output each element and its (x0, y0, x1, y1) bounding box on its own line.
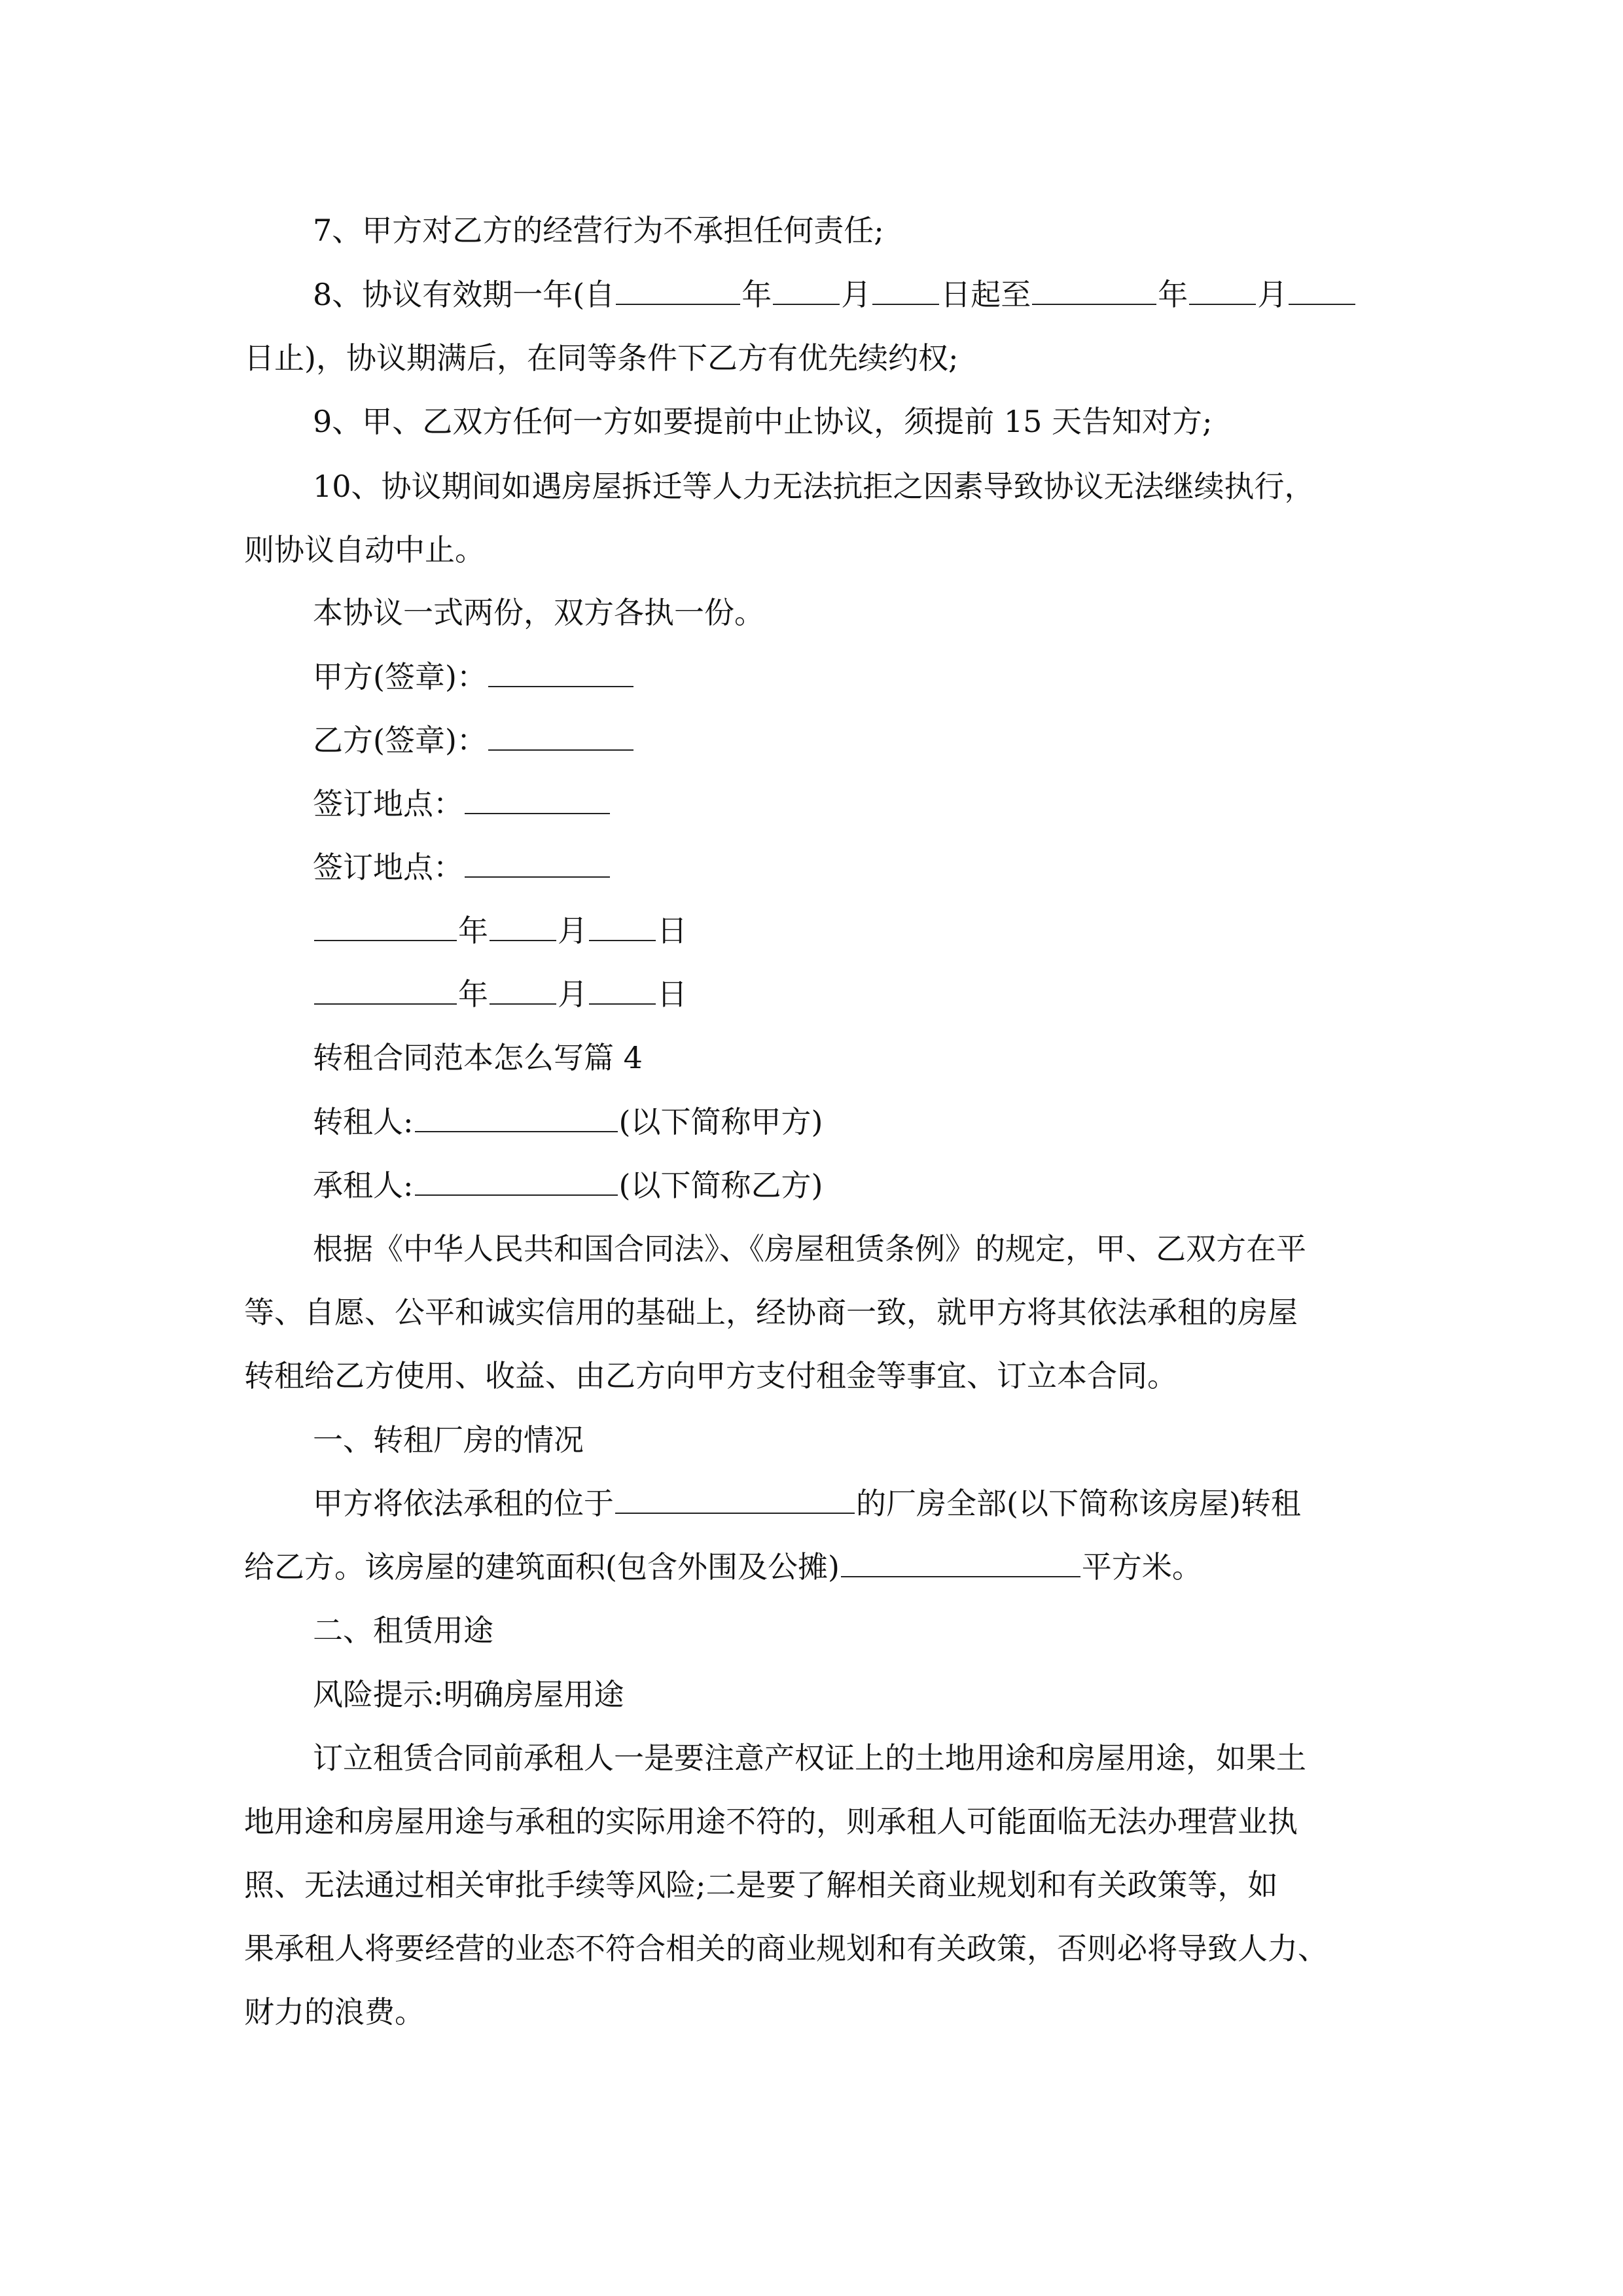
risk-title: 风险提示:明确房屋用途 (313, 1677, 624, 1712)
clause-8-line1 (313, 275, 1357, 314)
clause-8-day1: 日起至 (940, 277, 1031, 312)
date-1-day-label: 日 (657, 913, 687, 948)
premises-location-blank (615, 1486, 855, 1514)
risk-line-5: 财力的浪费。 (244, 1994, 425, 2030)
clause-8-year1: 年 (741, 277, 772, 312)
date-1-day-blank (589, 914, 656, 941)
risk-line-1: 订立租赁合同前承租人一是要注意产权证上的土地用途和房屋用途，如果土 (313, 1740, 1306, 1776)
clause-8-prefix: 8、协议有效期一年(自 (313, 277, 615, 312)
signing-place-2 (313, 848, 611, 887)
clause-10-line1: 10、协议期间如遇房屋拆迁等人力无法抗拒之因素导致协议无法继续执行， (313, 469, 1315, 504)
date-1-month-label: 月 (558, 913, 588, 948)
signing-place-2-blank (465, 850, 610, 878)
clause-8-month2: 月 (1257, 277, 1288, 312)
date-1-year-label: 年 (458, 913, 488, 948)
heading-2: 二、租赁用途 (313, 1613, 493, 1648)
date-2-year-blank (314, 977, 457, 1005)
clause-8-line2: 日止)，协议期满后，在同等条件下乙方有优先续约权; (244, 340, 959, 376)
clause-7: 7、甲方对乙方的经营行为不承担任何责任; (313, 213, 884, 248)
start-month-blank (773, 278, 840, 305)
area-prefix: 给乙方。该房屋的建筑面积(包含外围及公摊) (244, 1549, 840, 1585)
signing-place-1-blank (465, 787, 610, 814)
preamble-line-2: 等、自愿、公平和诚实信用的基础上，经协商一致，就甲方将其依法承租的房屋 (244, 1295, 1298, 1330)
sublessee-label: 承租人: (313, 1168, 414, 1203)
clause-9: 9、甲、乙双方任何一方如要提前中止协议，须提前 15 天告知对方; (313, 404, 1213, 439)
clause-10-line2: 则协议自动中止。 (244, 532, 485, 567)
sublessee-suffix: (以下简称乙方) (618, 1168, 823, 1203)
signing-date-1 (313, 911, 687, 950)
sublessor-suffix: (以下简称甲方) (618, 1104, 823, 1139)
date-1-month-blank (490, 914, 556, 941)
sublessor-blank (415, 1105, 618, 1132)
party-a-signature (313, 657, 635, 696)
party-b-sign-label: 乙方(签章)： (313, 723, 487, 758)
section-title: 转租合同范本怎么写篇 4 (313, 1040, 643, 1075)
end-year-blank (1032, 278, 1156, 305)
signing-place-2-label: 签订地点： (313, 850, 463, 885)
start-day-blank (872, 278, 939, 305)
premises-line-2 (244, 1547, 1202, 1587)
risk-line-2: 地用途和房屋用途与承租的实际用途不符的，则承租人可能面临无法办理营业执 (244, 1804, 1298, 1839)
premises-suffix: 的厂房全部(以下简称该房屋)转租 (856, 1486, 1301, 1521)
preamble-line-1: 根据《中华人民共和国合同法》、《房屋租赁条例》的规定，甲、乙双方在平 (313, 1231, 1306, 1266)
date-2-day-blank (589, 977, 656, 1005)
sublessor-label: 转租人: (313, 1104, 414, 1139)
area-suffix: 平方米。 (1081, 1549, 1202, 1585)
date-2-month-label: 月 (558, 977, 588, 1012)
end-month-blank (1189, 278, 1256, 305)
signing-place-1-label: 签订地点： (313, 786, 463, 821)
date-2-day-label: 日 (657, 977, 687, 1012)
clause-8-year2: 年 (1158, 277, 1188, 312)
premises-prefix: 甲方将依法承租的位于 (313, 1486, 614, 1521)
date-1-year-blank (314, 914, 457, 941)
party-b-signature (313, 721, 635, 760)
clause-8-month1: 月 (841, 277, 872, 312)
risk-line-3: 照、无法通过相关审批手续等风险;二是要了解相关商业规划和有关政策等，如 (244, 1867, 1278, 1903)
sublessee-line (313, 1166, 823, 1205)
premises-line-1 (313, 1484, 1301, 1523)
date-2-month-blank (490, 977, 556, 1005)
risk-line-4: 果承租人将要经营的业态不符合相关的商业规划和有关政策，否则必将导致人力、 (244, 1931, 1328, 1966)
party-a-sign-label: 甲方(签章)： (313, 659, 487, 694)
start-year-blank (616, 278, 740, 305)
end-day-blank (1289, 278, 1355, 305)
signing-place-1 (313, 784, 611, 823)
copies-statement: 本协议一式两份，双方各执一份。 (313, 595, 764, 630)
signing-date-2 (313, 975, 687, 1014)
heading-1: 一、转租厂房的情况 (313, 1422, 584, 1458)
area-blank (841, 1550, 1080, 1577)
preamble-line-3: 转租给乙方使用、收益、由乙方向甲方支付租金等事宜、订立本合同。 (244, 1358, 1177, 1393)
sublessor-line (313, 1102, 823, 1141)
party-b-sign-blank (488, 723, 633, 751)
date-2-year-label: 年 (458, 977, 488, 1012)
sublessee-blank (415, 1168, 618, 1196)
party-a-sign-blank (488, 660, 633, 687)
